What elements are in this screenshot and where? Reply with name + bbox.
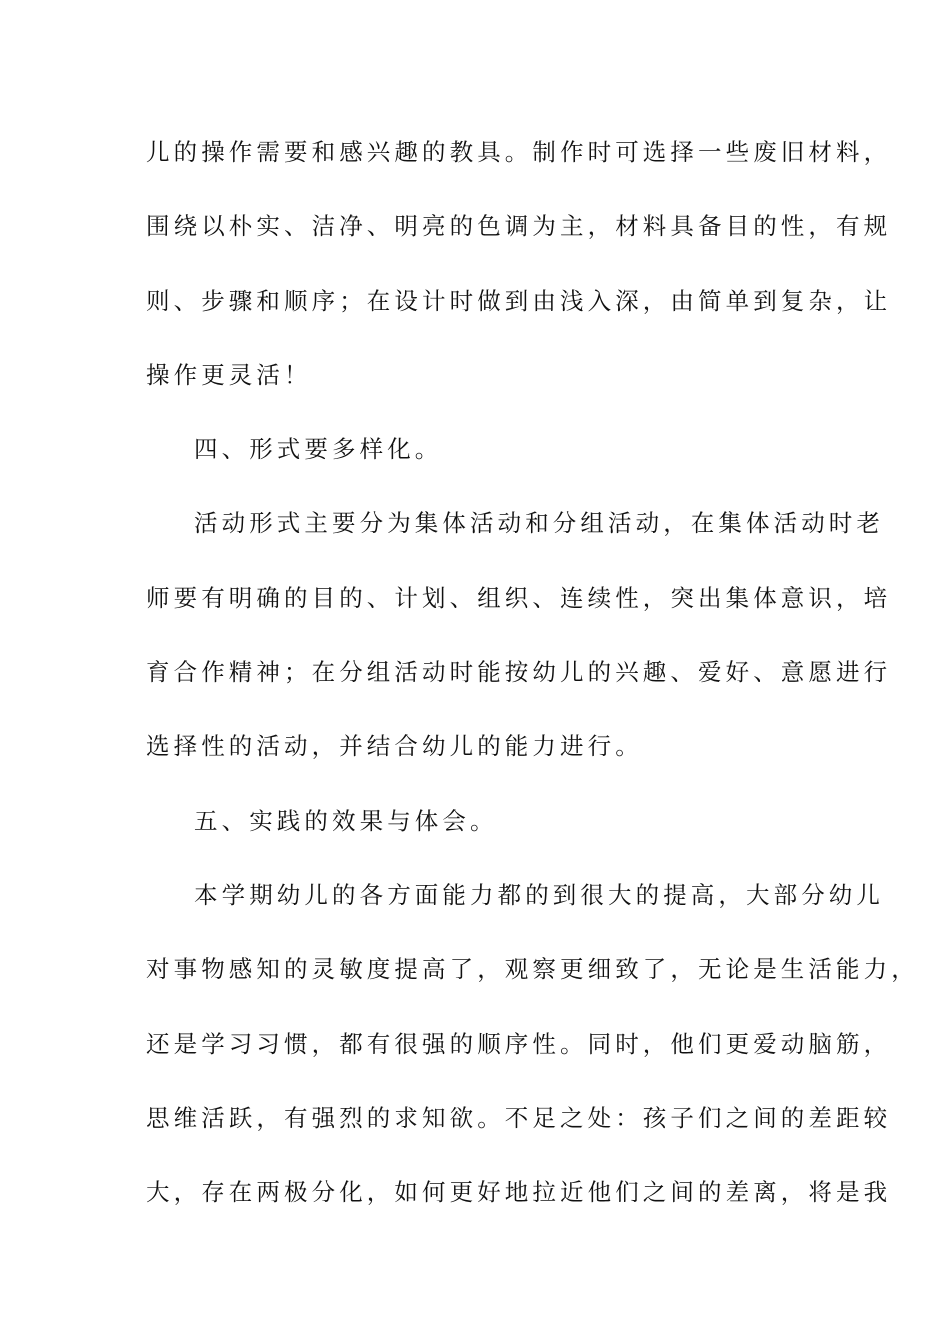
text-line: 对事物感知的灵敏度提高了，观察更细致了，无论是生活能力， [146, 955, 919, 984]
text-line: 选择性的活动，并结合幼儿的能力进行。 [146, 732, 643, 761]
text-line: 还是学习习惯，都有很强的顺序性。同时，他们更爱动脑筋， [146, 1029, 892, 1058]
section-heading: 四、形式要多样化。 [194, 435, 443, 464]
text-line: 师要有明确的目的、计划、组织、连续性，突出集体意识，培 [146, 583, 892, 612]
text-line: 儿的操作需要和感兴趣的教具。制作时可选择一些废旧材料， [146, 138, 892, 166]
text-line: 育合作精神；在分组活动时能按幼儿的兴趣、爱好、意愿进行 [146, 658, 892, 687]
text-line: 操作更灵活！ [146, 360, 312, 389]
text-line: 大，存在两极分化，如何更好地拉近他们之间的差离，将是我 [146, 1178, 892, 1207]
text-line: 思维活跃，有强烈的求知欲。不足之处：孩子们之间的差距较 [146, 1103, 892, 1132]
paragraph-start: 本学期幼儿的各方面能力都的到很大的提高，大部分幼儿 [194, 880, 884, 909]
section-heading: 五、实践的效果与体会。 [194, 806, 498, 835]
paragraph-start: 活动形式主要分为集体活动和分组活动，在集体活动时老 [194, 509, 884, 538]
body-text [146, 130, 919, 1244]
text-line: 围绕以朴实、洁净、明亮的色调为主，材料具备目的性，有规 [146, 212, 892, 241]
text-line: 则、步骤和顺序；在设计时做到由浅入深，由简单到复杂，让 [146, 286, 892, 315]
